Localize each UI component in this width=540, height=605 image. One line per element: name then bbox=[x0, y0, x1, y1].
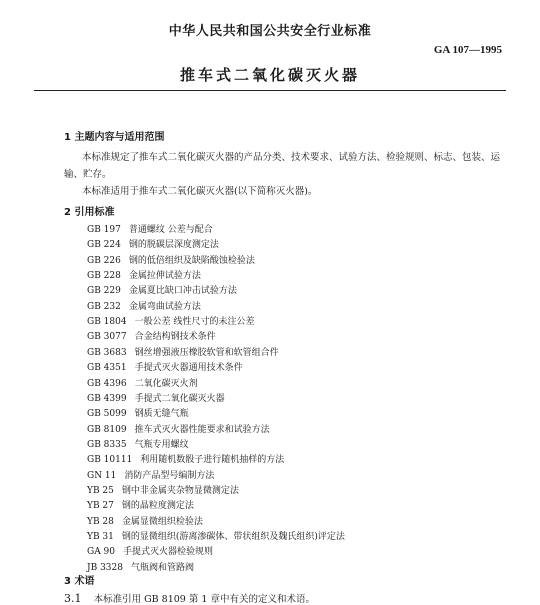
reference-code: GB 10111 bbox=[87, 455, 133, 466]
standard-number: GA 107—1995 bbox=[433, 44, 502, 56]
reference-item bbox=[87, 283, 237, 296]
header-divider bbox=[34, 90, 506, 91]
reference-title: 利用随机数骰子进行随机抽样的方法 bbox=[140, 455, 285, 466]
reference-code: YB 31 bbox=[87, 532, 114, 542]
reference-title: 钢丝增强液压橡胶软管和软管组合件 bbox=[134, 347, 279, 358]
reference-title: 金属夏比缺口冲击试验方法 bbox=[128, 286, 237, 297]
reference-item bbox=[87, 299, 201, 312]
reference-item bbox=[87, 560, 194, 573]
reference-code: GB 8335 bbox=[87, 439, 127, 450]
reference-code: GB 8109 bbox=[87, 424, 127, 435]
reference-code: GB 4396 bbox=[87, 378, 127, 389]
reference-item bbox=[87, 514, 203, 527]
document-title: 推车式二氧化碳灭火器 bbox=[179, 66, 360, 84]
reference-code: GB 226 bbox=[87, 255, 121, 266]
reference-title: 钢的低倍组织及缺陷酸蚀检验法 bbox=[128, 255, 255, 266]
reference-code: YB 25 bbox=[87, 485, 114, 496]
section-3-1-text: 本标准引用 GB 8109 第 1 章中有关的定义和术语。 bbox=[93, 594, 315, 605]
reference-title: 金属拉伸试验方法 bbox=[128, 271, 201, 282]
reference-title: 二氧化碳灭火剂 bbox=[134, 378, 198, 389]
reference-item bbox=[87, 406, 189, 419]
section-3-1-number: 3.1 bbox=[64, 592, 82, 605]
section-2-heading: 2 引用标准 bbox=[64, 207, 115, 218]
reference-code: YB 27 bbox=[87, 501, 114, 512]
reference-title: 钢质无缝气瓶 bbox=[134, 409, 189, 420]
reference-title: 手提式二氧化碳灭火器 bbox=[134, 393, 225, 404]
reference-code: YB 28 bbox=[87, 516, 114, 527]
section-3-heading: 3 术语 bbox=[64, 576, 95, 587]
reference-item bbox=[87, 360, 243, 373]
reference-title: 金属弯曲试验方法 bbox=[128, 301, 201, 312]
reference-title: 气瓶专用螺纹 bbox=[134, 439, 189, 450]
section-1-para2: 本标准适用于推车式二氧化碳灭火器(以下简称灭火器)。 bbox=[82, 186, 318, 197]
reference-item bbox=[87, 314, 254, 327]
reference-item bbox=[87, 329, 216, 342]
reference-item bbox=[87, 376, 198, 389]
reference-code: GB 232 bbox=[87, 301, 121, 312]
reference-item bbox=[87, 498, 194, 511]
national-standard-title: 中华人民共和国公共安全行业标准 bbox=[168, 24, 372, 39]
reference-code: GB 228 bbox=[87, 271, 121, 282]
reference-title: 推车式灭火器性能要求和试验方法 bbox=[134, 424, 270, 435]
reference-title: 钢的显微组织(游离渗碳体、带状组织及魏氏组织)评定法 bbox=[121, 532, 345, 542]
reference-code: GA 90 bbox=[87, 547, 116, 558]
reference-code: GB 3683 bbox=[87, 347, 127, 358]
reference-code: GB 224 bbox=[87, 240, 121, 251]
reference-code: GB 5099 bbox=[87, 409, 127, 420]
reference-item bbox=[87, 468, 214, 481]
reference-code: JB 3328 bbox=[87, 562, 123, 573]
reference-title: 手提式灭火器通用技术条件 bbox=[134, 363, 243, 374]
reference-item bbox=[87, 391, 225, 404]
reference-item bbox=[87, 253, 255, 266]
reference-item bbox=[87, 422, 270, 435]
reference-code: GN 11 bbox=[87, 470, 117, 481]
reference-title: 金属显微组织检验法 bbox=[121, 516, 203, 527]
reference-code: GB 3077 bbox=[87, 332, 127, 343]
reference-code: GB 4399 bbox=[87, 393, 127, 404]
reference-item bbox=[87, 237, 219, 250]
reference-item bbox=[87, 483, 239, 496]
reference-title: 钢中非金属夹杂物显微测定法 bbox=[121, 485, 239, 496]
reference-item bbox=[87, 222, 213, 235]
reference-item bbox=[87, 529, 345, 542]
reference-code: GB 4351 bbox=[87, 363, 127, 374]
reference-title: 合金结构钢技术条件 bbox=[134, 332, 216, 343]
reference-item bbox=[87, 345, 279, 358]
section-1-heading: 1 主题内容与适用范围 bbox=[64, 132, 165, 143]
reference-title: 普通螺纹 公差与配合 bbox=[128, 225, 213, 235]
reference-code: GB 1804 bbox=[87, 317, 127, 328]
reference-item bbox=[87, 437, 189, 450]
reference-item bbox=[87, 452, 284, 465]
reference-item bbox=[87, 268, 201, 281]
section-1-para1-line1: 本标准规定了推车式二氧化碳灭火器的产品分类、技术要求、试验方法、检验规则、标志、包装、运 bbox=[82, 152, 501, 163]
reference-title: 手提式灭火器检验规则 bbox=[123, 547, 214, 558]
reference-code: GB 229 bbox=[87, 286, 121, 297]
section-1-para1-line2: 输、贮存。 bbox=[64, 169, 112, 180]
reference-title: 气瓶阀和管路阀 bbox=[131, 562, 195, 573]
reference-code: GB 197 bbox=[87, 225, 121, 235]
reference-title: 钢的晶粒度测定法 bbox=[121, 501, 194, 512]
reference-title: 钢的脱碳层深度测定法 bbox=[128, 240, 219, 251]
reference-item bbox=[87, 544, 213, 557]
reference-title: 一般公差 线性尺寸的未注公差 bbox=[134, 317, 255, 328]
reference-title: 消防产品型号编制方法 bbox=[124, 470, 215, 481]
